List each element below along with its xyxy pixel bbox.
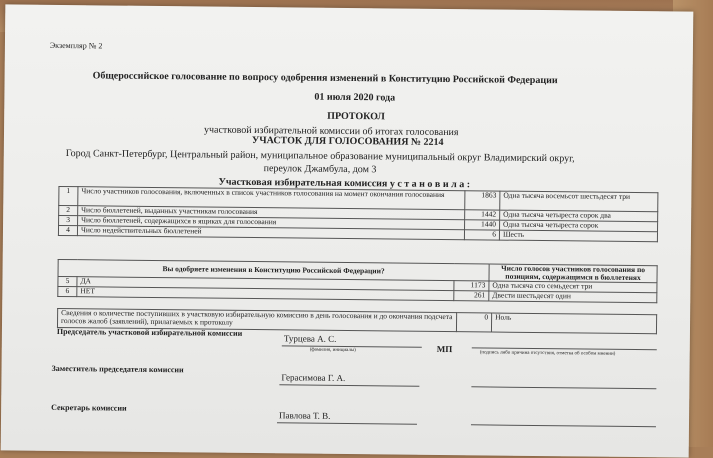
complaints-value: 0 <box>456 313 491 332</box>
secretary-label: Секретарь комиссии <box>51 402 127 413</box>
row-number: 4 <box>58 225 77 235</box>
chair-label: Председатель участковой избирательной комиссии <box>56 326 243 338</box>
answer-label: НЕТ <box>77 287 454 301</box>
row-value: 6 <box>464 230 499 240</box>
document-title: Общероссийское голосование по вопросу одобрения изменений в Конституцию Российской Федерации <box>92 70 558 87</box>
answer-number: 5 <box>58 276 77 286</box>
address-line-2: переулок Джамбула, дом 3 <box>263 163 377 176</box>
answer-label: ДА <box>77 277 454 291</box>
copy-label: Экземпляр № 2 <box>49 40 103 51</box>
complaints-words: Ноль <box>491 313 656 334</box>
row-label: Число бюллетеней, выданных участникам голосования <box>78 206 465 220</box>
deputy-name-line <box>279 384 419 386</box>
answer-value: 1173 <box>454 281 489 291</box>
row-words: Одна тысяча четыреста сорок два <box>500 210 658 222</box>
chair-name: Турцева А. С. <box>283 333 337 344</box>
protocol-document <box>1 4 694 457</box>
row-words: Одна тысяча восемьсот шестьдесят три <box>500 191 658 212</box>
question-table <box>57 259 657 303</box>
answer-number: 6 <box>58 286 77 296</box>
row-number: 3 <box>59 215 78 225</box>
deputy-name: Герасимова Г. А. <box>281 372 346 383</box>
results-table <box>58 186 658 242</box>
answer-words: Одна тысяча сто семьдесят три <box>489 281 657 293</box>
complaints-label: Сведения о количестве поступивших в участковую избирательную комиссию в день голосования и до окончания подсчета голосов жалоб (заявлений), прилагаемых к протоколу <box>57 308 456 331</box>
chair-name-hint: (фамилия, инициалы) <box>309 347 356 354</box>
row-words: Одна тысяча четыреста сорок <box>500 220 658 232</box>
row-words: Шесть <box>499 230 657 242</box>
address-line-1: Город Санкт-Петербург, Центральный район, муниципальное образование муниципальный округ Владимирский округ, <box>65 148 575 165</box>
secretary-name-line <box>277 422 417 424</box>
protocol-heading: ПРОТОКОЛ <box>327 110 385 123</box>
document-date: 01 июля 2020 года <box>314 91 396 104</box>
signature-hint: (подпись либо причина отсутствия, отметка об особом мнении) <box>479 350 616 357</box>
row-label: Число недействительных бюллетеней <box>77 226 464 240</box>
row-value: 1440 <box>465 220 500 230</box>
precinct-number: УЧАСТОК ДЛЯ ГОЛОСОВАНИЯ № 2214 <box>251 134 444 149</box>
answer-value: 261 <box>454 291 489 301</box>
votes-header: Число голосов участников голосования по позициям, содержащимся в бюллетенях <box>489 264 657 283</box>
row-label: Число участников голосования, включенных в список участников голосования на момент окончания голосования <box>78 187 465 210</box>
row-number: 1 <box>59 186 78 205</box>
seal-label: МП <box>436 343 453 355</box>
row-number: 2 <box>59 205 78 215</box>
deputy-signature-line <box>471 386 656 389</box>
deputy-label: Заместитель председателя комиссии <box>51 363 184 375</box>
row-value: 1863 <box>465 191 500 210</box>
protocol-subheading: участковой избирательной комиссии об итогах голосования <box>203 124 459 139</box>
answer-words: Двести шестьдесят один <box>489 291 657 303</box>
row-value: 1442 <box>465 210 500 220</box>
row-label: Число бюллетеней, содержащихся в ящиках для голосования <box>78 216 465 230</box>
commission-established: Участковая избирательная комиссия у с т а н о в и л а : <box>218 176 471 191</box>
secretary-name: Павлова Т. В. <box>279 410 331 421</box>
secretary-signature-line <box>471 424 656 427</box>
question-text: Вы одобряете изменения в Конституцию Российской Федерации? <box>58 259 489 281</box>
